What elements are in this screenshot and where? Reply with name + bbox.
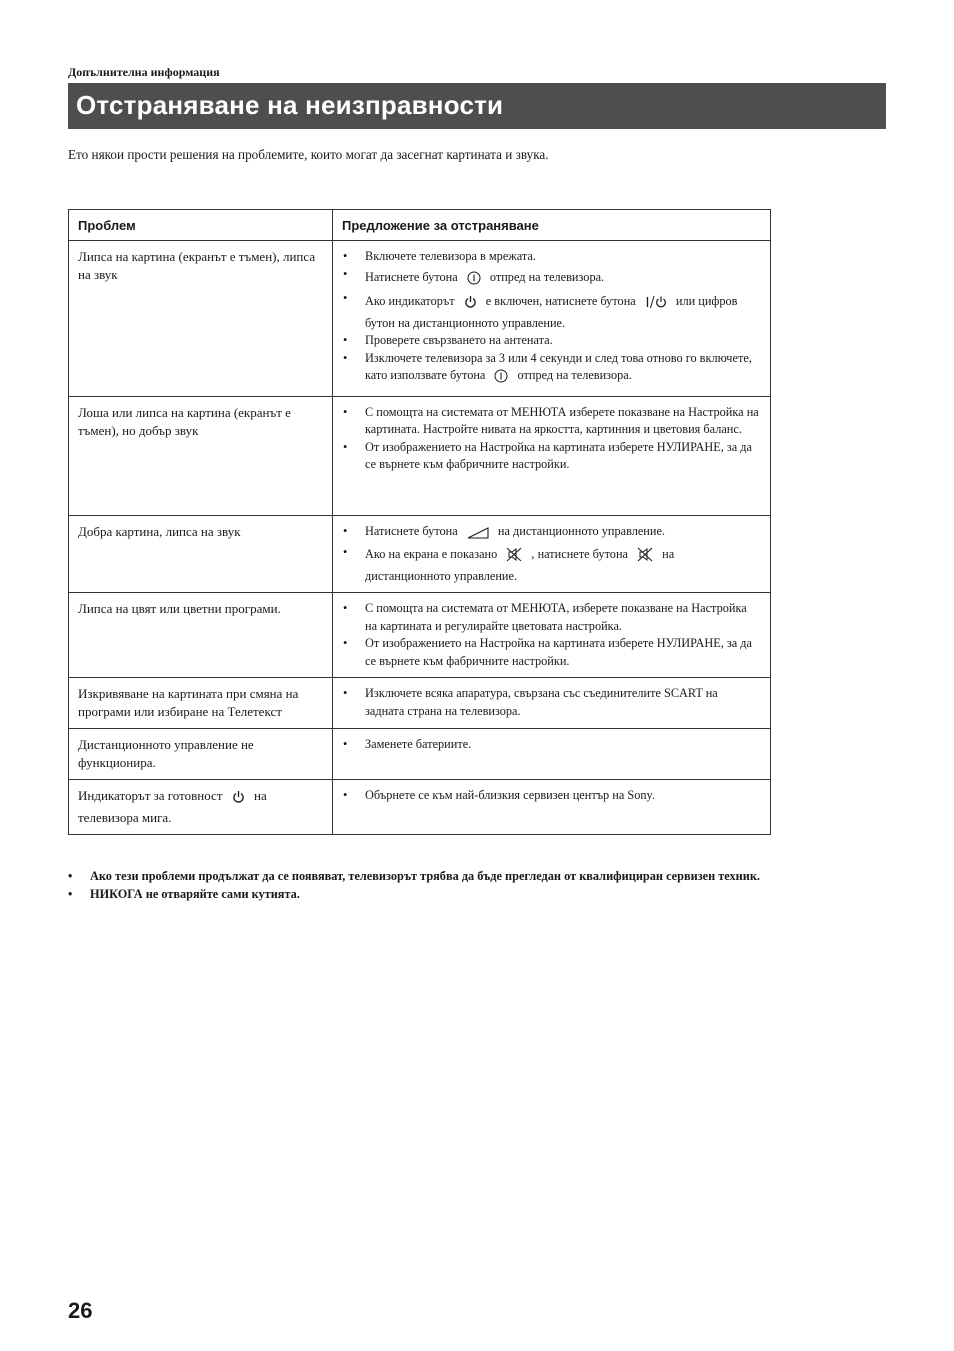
mute-icon <box>637 547 653 568</box>
title-bar <box>68 83 886 129</box>
solution-item: • Заменете батериите. <box>343 736 760 754</box>
problem-text: Индикаторът за готовност на телевизора мига. <box>78 788 267 825</box>
column-header-solution: Предложение за отстраняване <box>333 210 771 241</box>
column-header-problem: Проблем <box>69 210 333 241</box>
table-header-row <box>69 210 771 241</box>
section-label: Допълнителна информация <box>68 65 220 79</box>
solution-item: • Изключете всяка апаратура, свързана със съединителите SCART на задната страна на телевизора. <box>343 685 760 720</box>
problem-cell: Добра картина, липса на звук <box>69 515 333 593</box>
solution-text: Натиснете бутона отпред на телевизора. <box>365 270 604 284</box>
solution-item: • От изображението на Настройка на картината изберете НУЛИРАНЕ, за да се върнете към фабричните настройки. <box>343 635 760 670</box>
tv-standby-icon <box>645 295 667 315</box>
problem-cell: Изкривяване на картината при смяна на програми или избиране на Телетекст <box>69 678 333 729</box>
table-row <box>69 593 771 678</box>
solution-item: • Включете телевизора в мрежата. <box>343 248 760 266</box>
table-row <box>69 241 771 397</box>
table-row <box>69 515 771 593</box>
solution-item <box>343 290 760 332</box>
solution-item: • От изображението на Настройка на картината изберете НУЛИРАНЕ, за да се върнете към фабричните настройки. <box>343 439 760 474</box>
solution-cell <box>333 515 771 593</box>
page-number: 26 <box>68 1298 93 1323</box>
warning-note: • НИКОГА не отваряйте сами кутията. <box>68 886 898 904</box>
solution-item <box>343 350 760 389</box>
main-power-icon <box>467 271 481 291</box>
solution-cell <box>333 241 771 397</box>
problem-cell: Дистанционното управление не функционира. <box>69 729 333 780</box>
table-row <box>69 396 771 515</box>
solution-cell <box>333 396 771 515</box>
solution-item <box>343 544 760 585</box>
solution-item <box>343 266 760 291</box>
intro-text: Ето някои прости решения на проблемите, които могат да засегнат картината и звука. <box>68 147 549 162</box>
table-row <box>69 678 771 729</box>
solution-cell <box>333 780 771 835</box>
solution-item: • С помощта на системата от МЕНЮТА изберете показване на Настройка на картината. Настройте нивата на яркостта, картинния и цветовия баланс. <box>343 404 760 439</box>
solution-text: Изключете телевизора за 3 или 4 секунди и след това отново го включете, като използвате бутона отпред на телевизора. <box>365 351 752 383</box>
solution-item: • С помощта на системата от МЕНЮТА, изберете показване на Настройка на картината и регулирайте цветовата настройка. <box>343 600 760 635</box>
mute-icon <box>506 547 522 568</box>
solution-cell <box>333 729 771 780</box>
solution-item <box>343 523 760 545</box>
warning-notes <box>68 868 898 903</box>
troubleshooting-table <box>68 209 771 835</box>
warning-note: • Ако тези проблеми продължат да се появяват, телевизорът трябва да бъде прегледан от квалифициран сервизен техник. <box>68 868 898 886</box>
page-title: Отстраняване на неизправности <box>76 90 504 120</box>
table-row <box>69 780 771 835</box>
standby-icon <box>464 295 477 315</box>
problem-cell: Лоша или липса на картина (екранът е тъмен), но добър звук <box>69 396 333 515</box>
standby-icon <box>232 790 245 809</box>
solution-item: • Обърнете се към най-близкия сервизен център на Sony. <box>343 787 760 805</box>
solution-item: • Проверете свързването на антената. <box>343 332 760 350</box>
solution-text: Ако индикаторът е включен, натиснете бутона или цифров бутон на дистанционното управление. <box>365 294 738 330</box>
solution-text: Натиснете бутона на дистанционното управление. <box>365 524 665 538</box>
problem-cell: Липса на цвят или цветни програми. <box>69 593 333 678</box>
table-row <box>69 729 771 780</box>
volume-icon <box>467 527 489 545</box>
solution-text: Ако на екрана е показано , натиснете бутона на дистанционното управление. <box>365 547 675 583</box>
problem-cell: Липса на картина (екранът е тъмен), липса на звук <box>69 241 333 397</box>
solution-cell <box>333 593 771 678</box>
problem-cell <box>69 780 333 835</box>
main-power-icon <box>494 369 508 389</box>
solution-cell <box>333 678 771 729</box>
